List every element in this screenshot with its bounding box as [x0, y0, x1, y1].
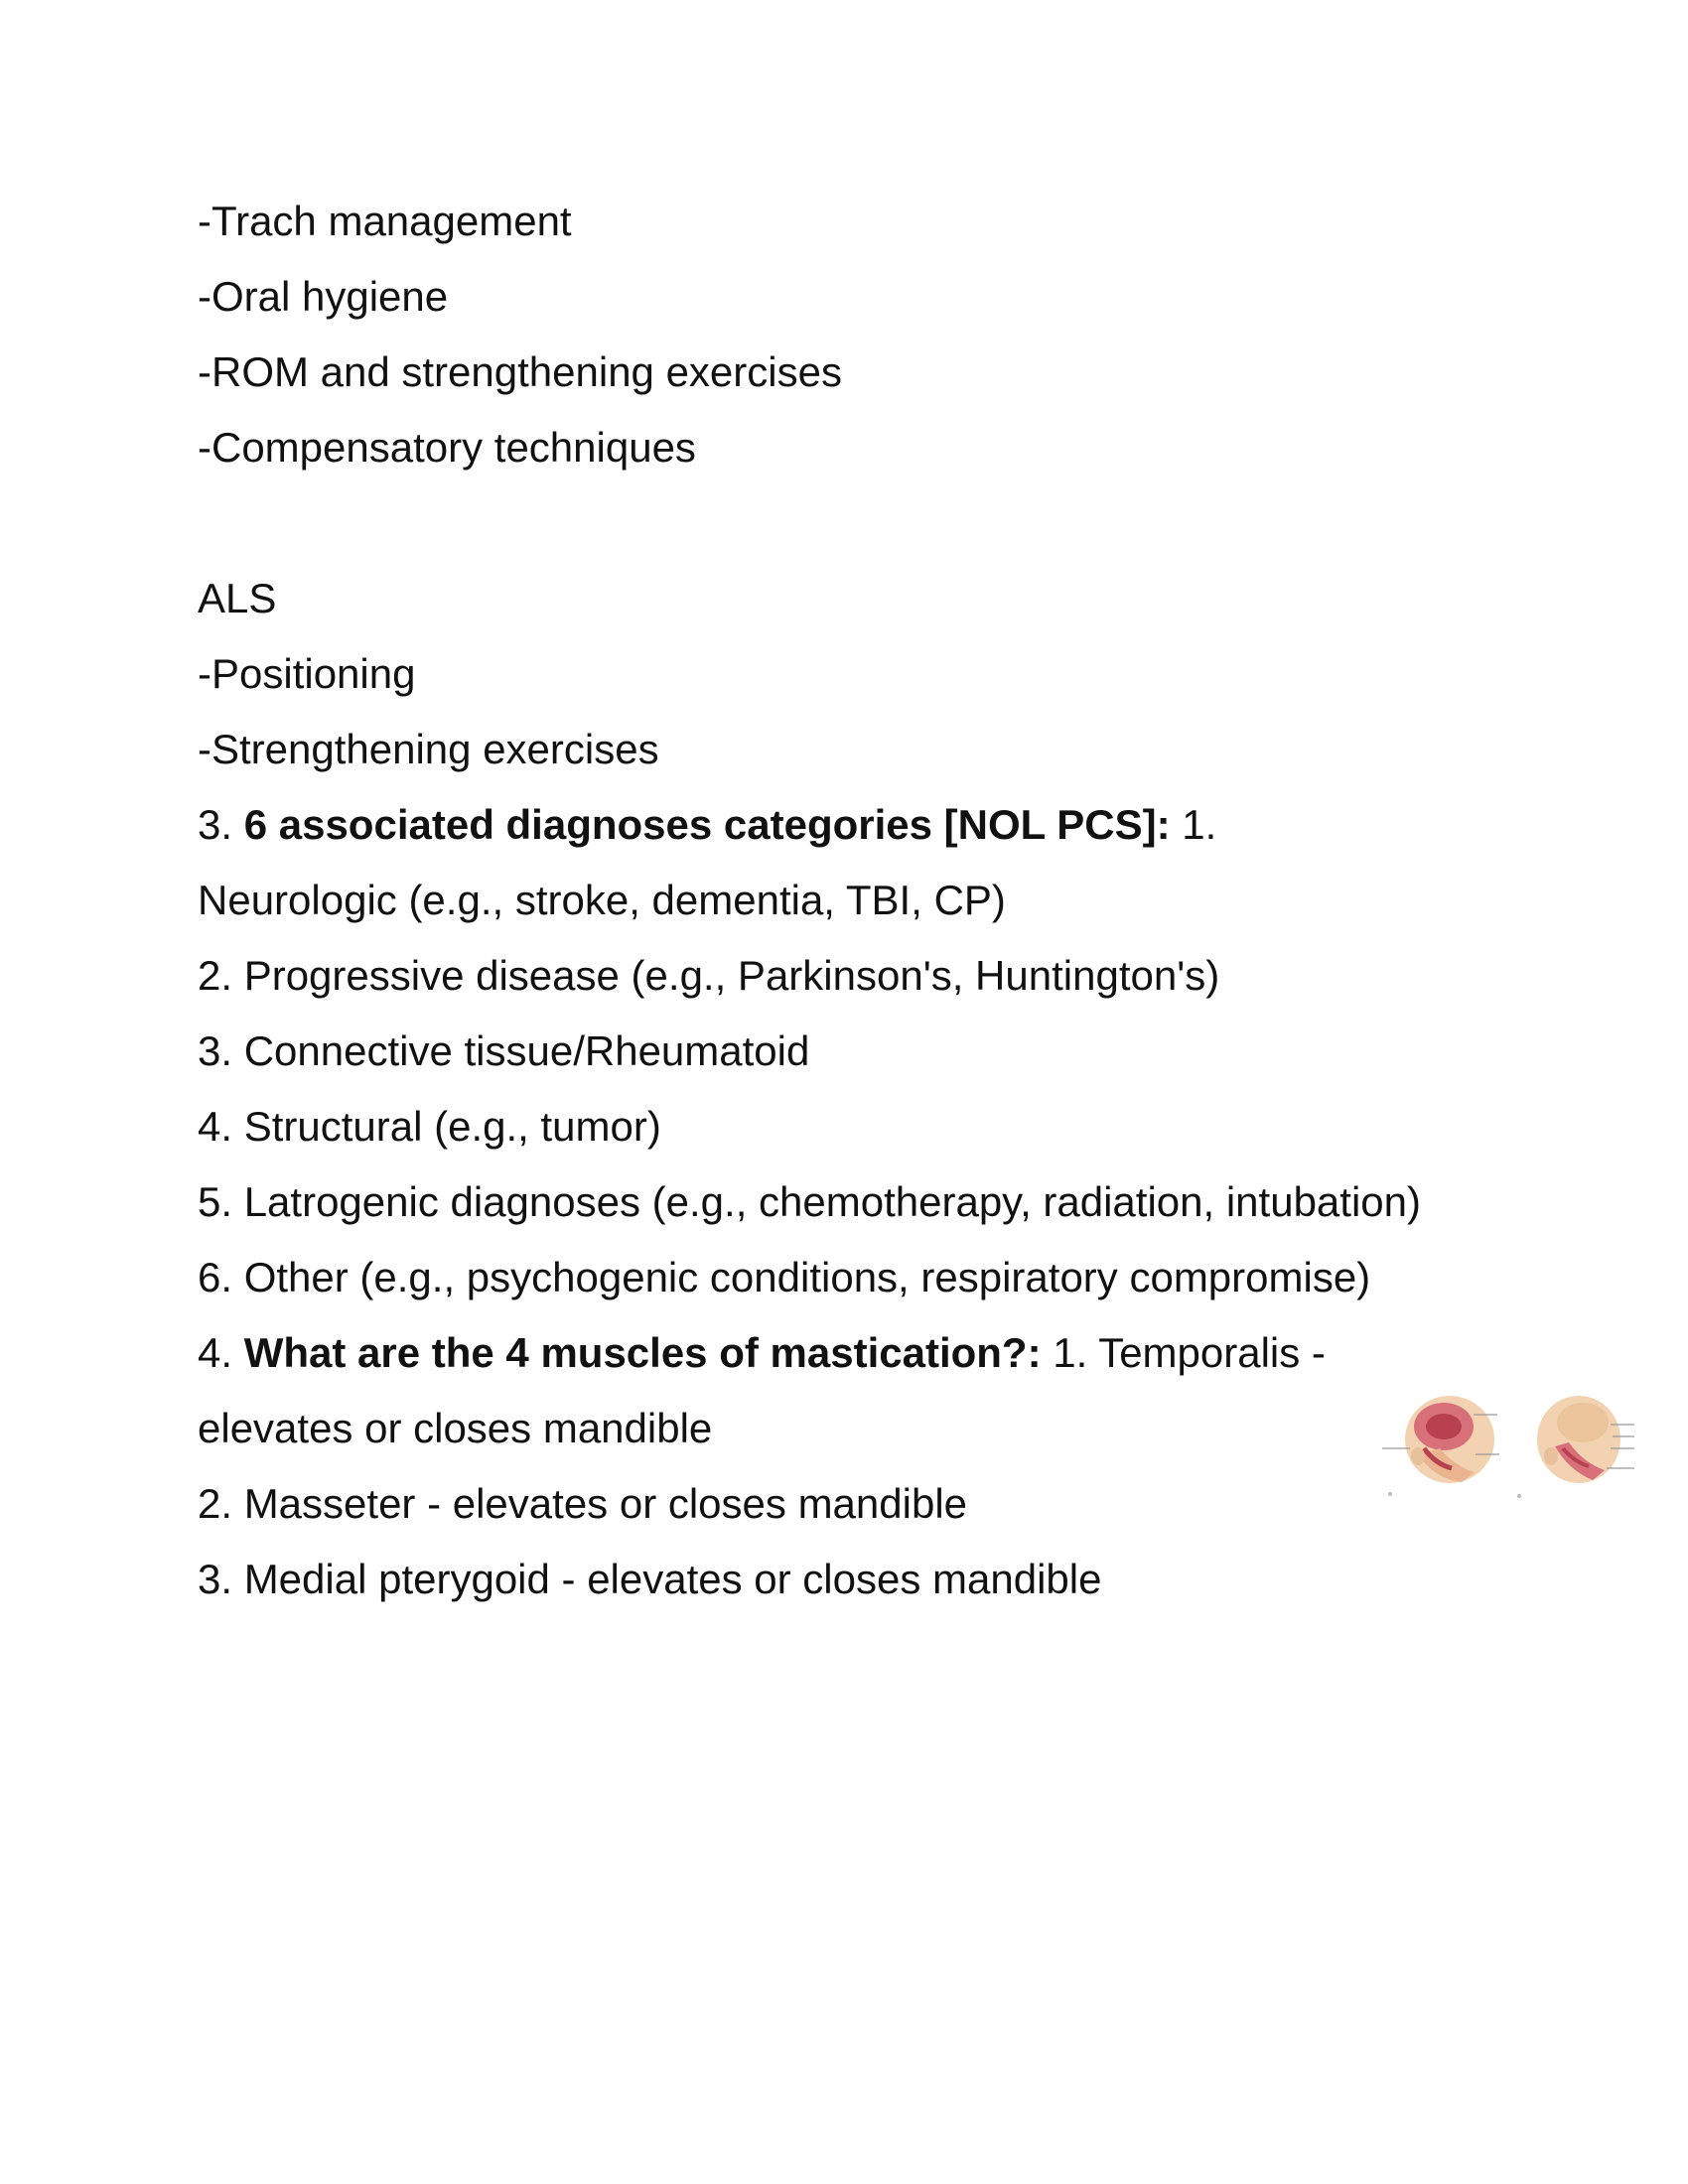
- text-line-compensatory: -Compensatory techniques: [198, 424, 696, 471]
- text-line-rom: -ROM and strengthening exercises: [198, 348, 842, 395]
- section-heading-als: ALS: [198, 575, 277, 621]
- answer-4-item-2: 2. Masseter - elevates or closes mandible: [198, 1480, 968, 1527]
- answer-3-item-6: 6. Other (e.g., psychogenic conditions, respiratory compromise): [198, 1254, 1371, 1300]
- answer-3-item-2: 2. Progressive disease (e.g., Parkinson's, Huntington's): [198, 952, 1220, 999]
- question-3-text: 6 associated diagnoses categories [NOL PCS]:: [243, 801, 1171, 848]
- answer-3-item-1: Neurologic (e.g., stroke, dementia, TBI, CP): [198, 877, 1006, 923]
- answer-3-item-4: 4. Structural (e.g., tumor): [198, 1103, 661, 1150]
- question-4-text: What are the 4 muscles of mastication?:: [243, 1329, 1042, 1376]
- text-line-oral-hygiene: -Oral hygiene: [198, 273, 449, 320]
- answer-3-item-5: 5. Latrogenic diagnoses (e.g., chemotherapy, radiation, intubation): [198, 1178, 1421, 1225]
- question-3-number: 3.: [198, 801, 233, 848]
- text-line-positioning: -Positioning: [198, 650, 416, 697]
- text-line-trach: -Trach management: [198, 198, 572, 244]
- text-line-strengthening: -Strengthening exercises: [198, 726, 659, 772]
- question-4: [198, 1327, 1326, 1379]
- answer-4-item-1: 1. Temporalis -: [1053, 1329, 1326, 1376]
- question-3-first-number: 1.: [1182, 801, 1217, 848]
- mastication-muscles-diagram: [1380, 1385, 1638, 1509]
- answer-3-item-3: 3. Connective tissue/Rheumatoid: [198, 1027, 810, 1074]
- head-masseter-illustration: [1517, 1396, 1634, 1498]
- question-4-number: 4.: [198, 1329, 233, 1376]
- answer-4-item-1-continued: elevates or closes mandible: [198, 1405, 713, 1451]
- answer-4-item-3: 3. Medial pterygoid - elevates or closes mandible: [198, 1556, 1102, 1602]
- head-temporalis-illustration: [1382, 1396, 1499, 1496]
- question-3: [198, 799, 1216, 851]
